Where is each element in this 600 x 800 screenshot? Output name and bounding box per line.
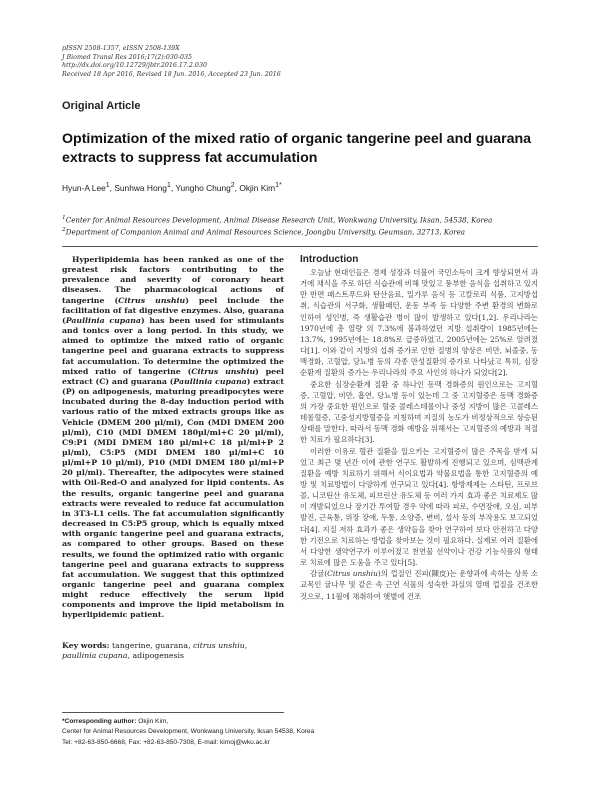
author-sup: 1 bbox=[105, 182, 110, 189]
section-heading-introduction: Introduction bbox=[300, 254, 359, 265]
keyword-text: tangerine, guarana, bbox=[109, 641, 193, 650]
footnote-line bbox=[62, 717, 362, 727]
keywords bbox=[62, 641, 284, 661]
intro-paragraph: 이러한 이유로 혈관 질환을 일으키는 고지혈증이 많은 주목을 받게 되었고 최근 몇 년간 이에 관한 연구도 활발하게 진행되고 있으며, 심맥관계 질환을 예방 치료하기 위해서 식이요법과 약물요법을 통한 고지혈증의 예방 및 치료방법이 다양하게 연구되고 있다[4]. 항방제제는 스타틴, 프로브콜, 니코틴산 유도체, 피브린산 유도체 등 여러 가지 효과 좋은 치료제도 많이 개발되었으나 장기간 투여할 경우 약에 따라 피로, 수면장애, 오심, 피부 발진, 근육통, 위장 장애, 두통, 소양증, 변비, 설사 등의 부작용도 보고되었다[4]. 지질 저하 효과가 좋은 생약들을 찾아 연구하여 보다 안전하고 다양한 기전으로 치료하는 방법을 찾아보는 것이 필요하다. 실제로 여러 질환에서 다양한 생약연구가 이루어졌고 천연물 선약이나 건강 기능식품의 형태로 치료에 많은 도움을 주고 있다[5]. bbox=[300, 446, 538, 568]
abstract-italic: Paullinia cupana bbox=[173, 376, 247, 386]
affiliation-item bbox=[62, 225, 492, 237]
author-sup: 1 bbox=[166, 182, 171, 189]
header-divider bbox=[62, 246, 538, 247]
journal-citation: J Biomed Transl Res 2016;17(2):030-035 bbox=[62, 53, 193, 61]
author-sup: 1* bbox=[275, 182, 282, 189]
author-name: Hyun-A Lee bbox=[62, 182, 106, 193]
affiliation-sup: 2 bbox=[62, 227, 66, 234]
affiliation-text: Center for Animal Resources Development, Animal Disease Research Unit, Wonkwang University, Iksan, 54538, Korea bbox=[65, 215, 493, 225]
intro-paragraph: 중요한 심장순환계 질환 중 하나인 동맥 경화증의 원인으로는 고지혈증, 고혈압, 비만, 흡연, 당뇨병 등이 있는데 그 중 고지혈증은 동맥 경화증의 가장 중요한 원인으로 혈중 콜레스테롤이나 중성 지방이 많은 고콜레스테롤혈증, 고중성지방혈증을 지칭하며 지질의 농도가 비정상적으로 상승된 상태를 말한다. 따라서 동맥 경화 예방을 위해서는 고지혈증의 예방과 적절한 치료가 필요하다[3]. bbox=[300, 379, 538, 445]
intro-text: 감귤( bbox=[310, 569, 328, 579]
journal-meta bbox=[62, 45, 281, 80]
abstract-text: ) has been used for stimulants and tonics over a long period. In this study, we aimed to optimize the mixed ratio of organic tangerine peel and guarana extracts to suppress fat accumulation. To determine the optimized the mixed ratio of tangerine ( bbox=[62, 315, 284, 376]
abstract-text: ) peel include the facilitation of fat digestive enzymes. Also, guarana ( bbox=[62, 295, 284, 325]
keyword-text: , bbox=[244, 641, 248, 650]
abstract-text: ) peel extract (C) and guarana ( bbox=[62, 366, 285, 386]
abstract-italic: Paullinia cupana bbox=[65, 315, 141, 325]
introduction-body bbox=[300, 267, 538, 602]
abstract-italic: Citrus unshiu bbox=[191, 366, 256, 376]
intro-paragraph bbox=[300, 568, 538, 601]
footnote-name: Okjin Kim, bbox=[136, 718, 169, 725]
keyword-text: , adipogenesis bbox=[127, 651, 184, 661]
author-name: Okjin Kim bbox=[239, 182, 276, 193]
keyword-italic: citrus unshiu bbox=[192, 641, 245, 650]
footnote-line: Center for Animal Resources Development, Wonkwang University, Iksan 54538, Korea bbox=[62, 728, 315, 736]
received-dates: Received 18 Apr 2016, Revised 18 Jun. 2016, Accepted 23 Jun. 2016 bbox=[62, 71, 281, 79]
intro-paragraph: 오늘날 현대인들은 경제 성장과 더불어 국민소득이 크게 향상되면서 과거에 채식을 주로 하던 식습관에 비해 맛있고 풍부한 음식을 섭취하고 있지만 반면 패스트푸드와 탄산음료, 밀가루 음식 등 고칼로리 식품, 고지방섭취, 식습관의 서구화, 생활패턴, 운동 부족 등 다양한 주변 환경의 변화로 인하여 성인병, 즉 생활습관 병이 많이 발생하고 있다[1,2]. 우리나라는 1970년에 총 열량 의 7.3%에 불과하였던 지방 섭취량이 1985년에는 13.7%, 1995년에는 18.8%로 급증하였고, 2005년에는 25%로 알려졌다[1]. 이와 같이 지방의 섭취 증가로 인한 질병의 양상은 비만, 뇌졸중, 동맥경화, 고혈압, 당뇨병 등의 각종 만성질환의 증가로 나타났고 특히, 심장 순환계 질환의 증가는 우리나라의 주요 사인의 하나가 되었다[2]. bbox=[300, 268, 538, 378]
author-name: Sunhwa Hong bbox=[114, 182, 167, 193]
abstract-text: Hyperlipidemia has been ranked as one of the greatest risk factors contributing to the prevalence and severity of coronary heart diseases. The pharmacological actions of tangerine ( bbox=[62, 255, 284, 305]
abstract-italic: Citrus unshiu bbox=[118, 295, 186, 305]
corresponding-author-footnote bbox=[62, 717, 362, 748]
author-name: Yungho Chung bbox=[175, 182, 231, 193]
article-type: Original Article bbox=[62, 100, 141, 112]
intro-text: )의 껍질인 진피(陳皮)는 운향과에 속하는 상록 소교목인 귤나무 및 같은 속 근연 식물의 성숙한 과실의 열매 껍질을 건조한 것으로, 11월에 채취하여 햇볕에 건조 bbox=[300, 569, 538, 601]
affiliation-item bbox=[62, 213, 492, 225]
intro-italic: Citrus unshiu bbox=[327, 569, 378, 579]
footnote-label: *Corresponding author: bbox=[62, 718, 137, 725]
affiliation-sup: 1 bbox=[62, 215, 66, 221]
doi-link[interactable]: http://dx.doi.org/10.12729/jbtr.2016.17.2.030 bbox=[62, 62, 207, 70]
affiliation-text: Department of Companion Animal and Animal Resources Science, Joongbu University, Geumsan, 32713, Korea bbox=[65, 227, 466, 237]
abstract bbox=[62, 255, 284, 621]
article-title: Optimization of the mixed ratio of organic tangerine peel and guarana extracts to suppress fat accumulation bbox=[62, 131, 532, 166]
affiliations bbox=[62, 213, 492, 238]
footnote-divider bbox=[62, 712, 284, 713]
keyword-italic: paullinia cupana bbox=[62, 651, 128, 661]
author-sup: 2 bbox=[230, 182, 235, 189]
issn-line: pISSN 2508-1357, eISSN 2508-139X bbox=[62, 45, 180, 52]
author-list: Hyun-A Lee$^1$, Sunhwa Hong$^1$, Yungho Chung$^2$, Okjin Kim$^{1*}$ bbox=[62, 182, 282, 193]
keywords-label: Key words: bbox=[62, 641, 110, 650]
footnote-line: Tel: +82-63-850-6668, Fax: +82-63-850-7308, E-mail: kimoj@wku.ac.kr bbox=[62, 738, 270, 746]
abstract-text: ) extract (P) on adipogenesis, maturing preadipocytes were incubated during the 8-day induction period with various ratio of the mixed extracts groups like as Vehicle (DMEM 200 µl/ml), Con (MDI DMEM 200 µl/ml), C10 (MDI DMEM 180µl/ml+C 20 µl/ml), C9:P1 (MDI DMEM 180 µl/ml+C 18 µl/ml+P 2 µl/ml), C5:P5 (MDI DMEM 180 µl/ml+C 10 µl/ml+P 10 µl/ml), P10 (MDI DMEM 180 µl/ml+P 20 µl/ml). Thereafter, the adipocytes were stained with Oil-Red-O and analyzed for lipid contents. As the results, organic tangerine peel and guarana extracts were revealed to reduce fat accumulation in 3T3-L1 cells. The fat accumulation significantly decreased in C5:P5 group, which is equally mixed with organic tangerine peel and guarana extracts, as compared to other groups. Based on these results, we found the optimized ratio with organic tangerine peel and guarana extracts to suppress fat accumulation. We suggest that this optimized organic tangerine peel and guarana complex might reduce effectively the serum lipid components and improve the lipid metabolism in hyperlipidemic patient. bbox=[62, 376, 285, 620]
